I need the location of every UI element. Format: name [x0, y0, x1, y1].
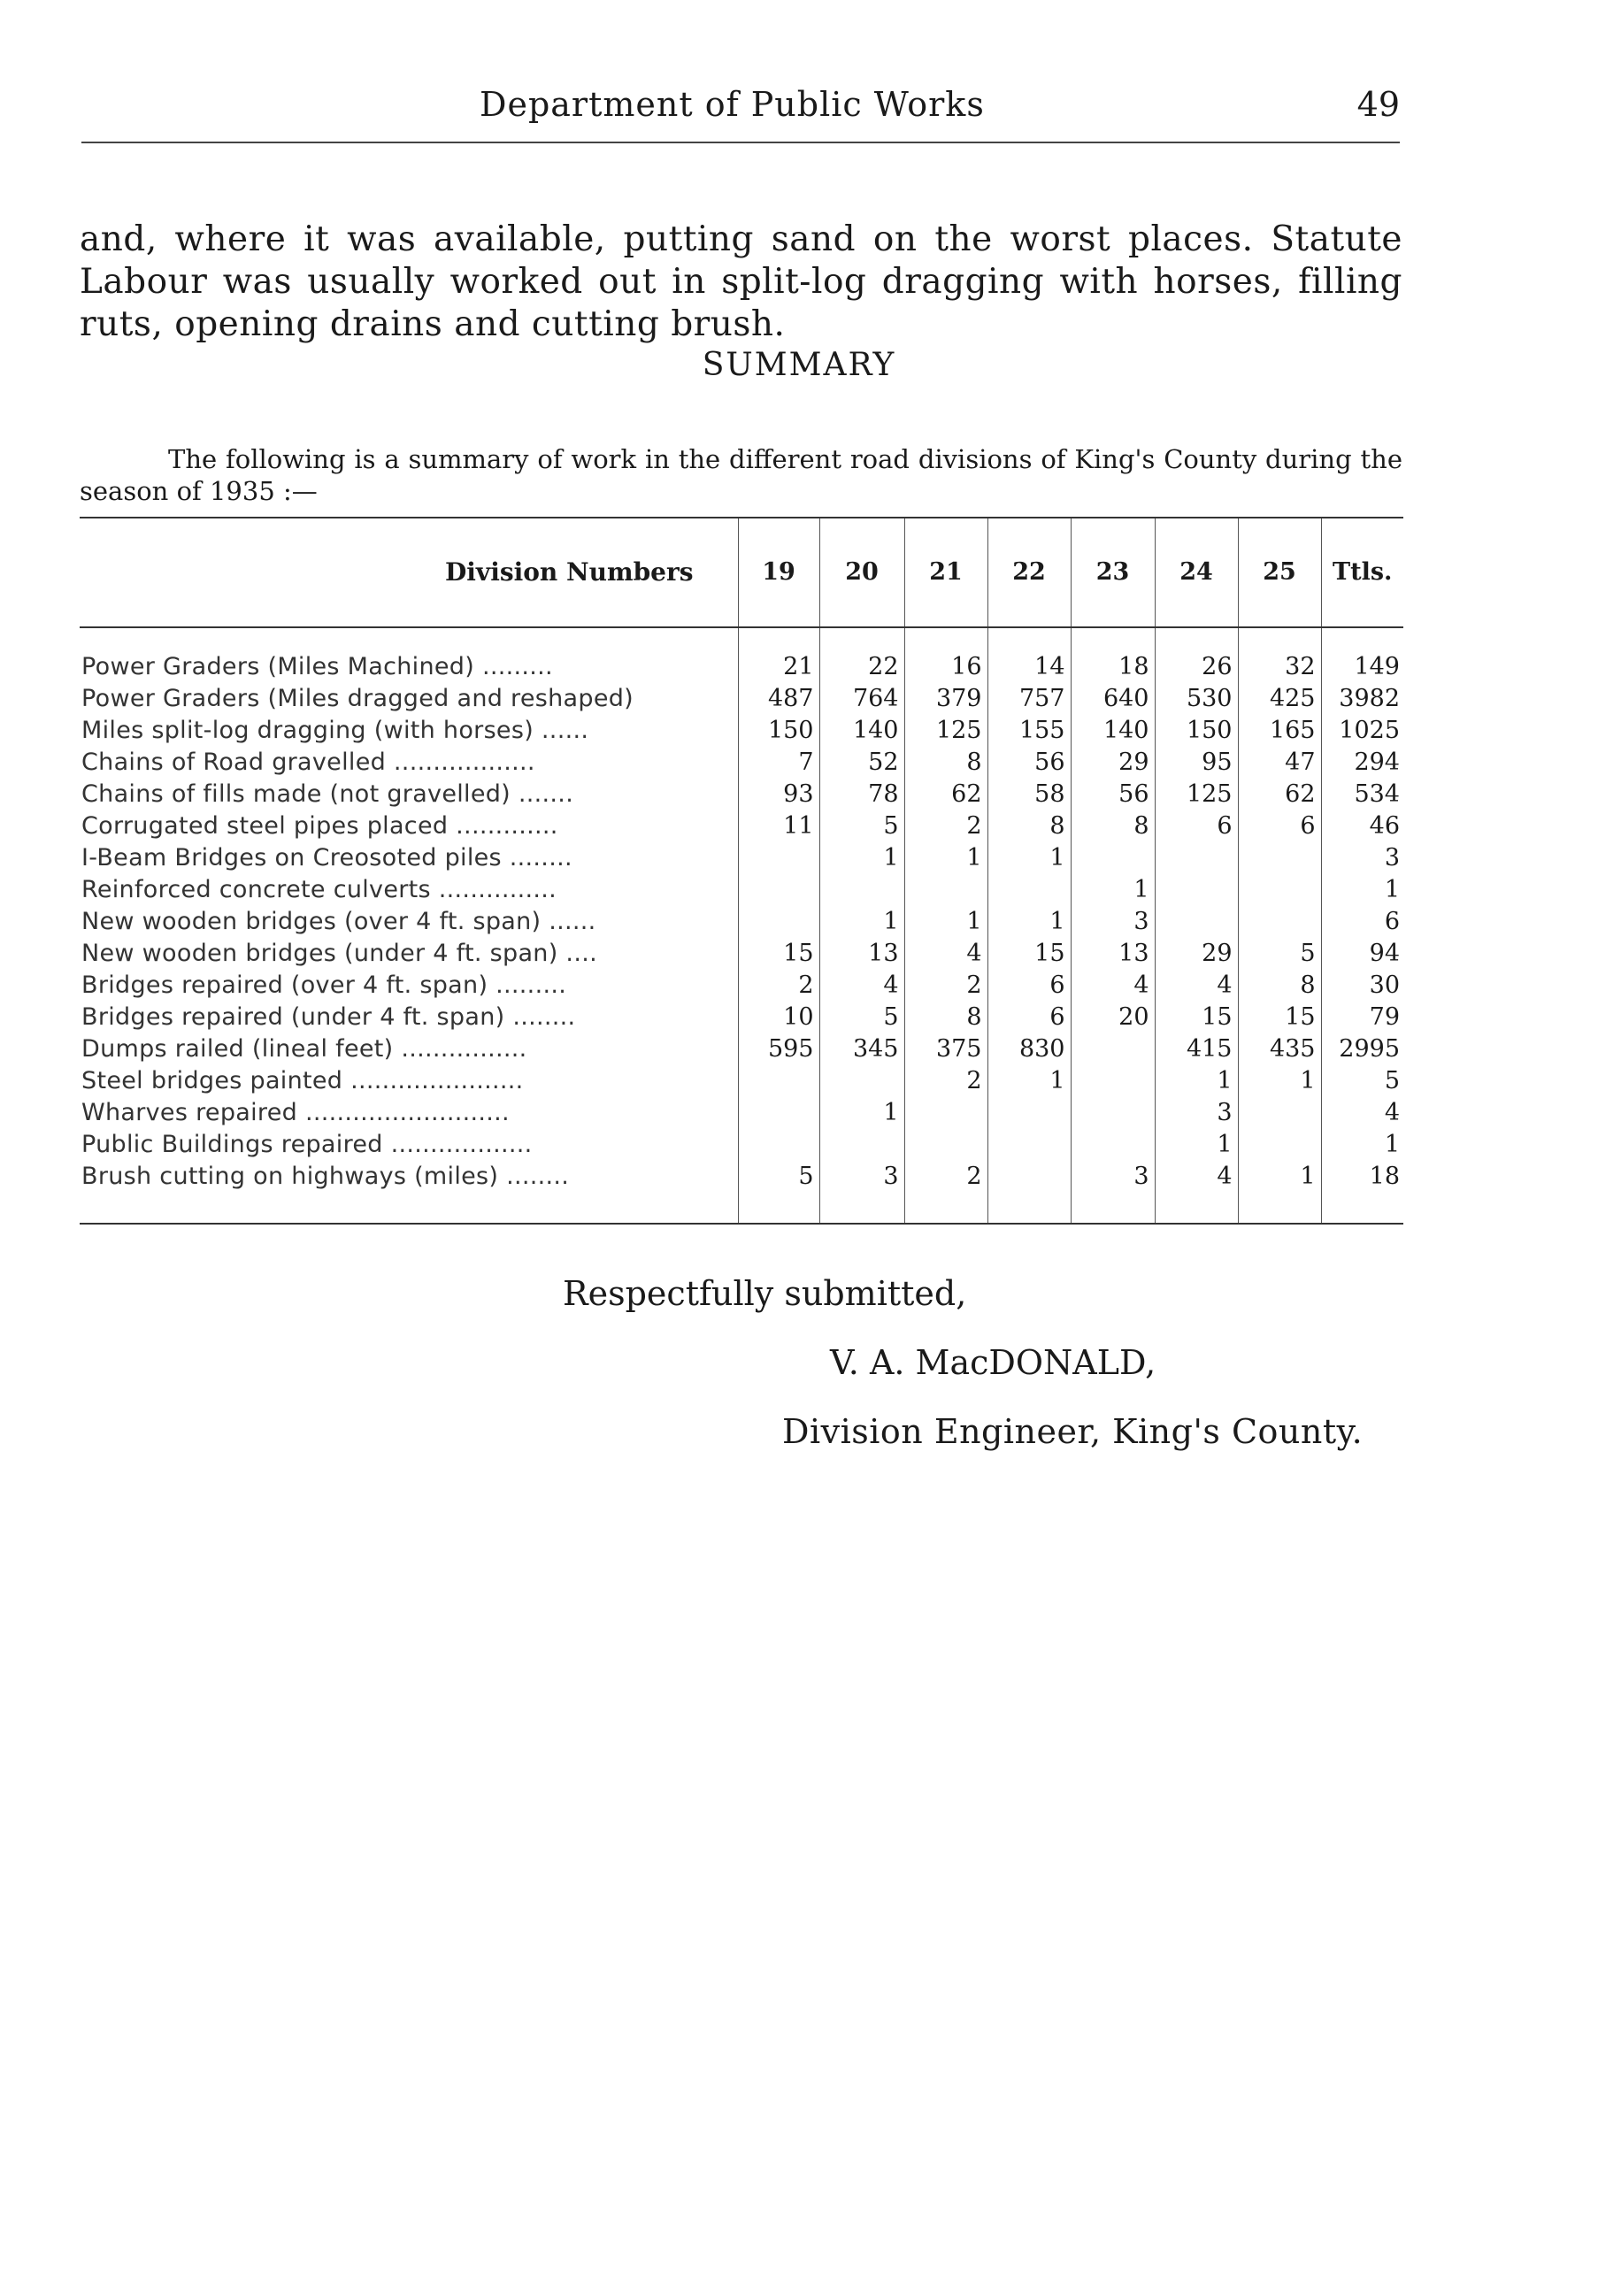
- division-value-cell: 2: [904, 1065, 987, 1097]
- row-label: Power Graders (Miles dragged and reshaped): [81, 685, 634, 712]
- division-value-cell: [1238, 874, 1321, 906]
- division-value-cell: 93: [738, 779, 819, 810]
- division-value-cell: [1238, 906, 1321, 938]
- division-value-cell: 4: [1071, 970, 1155, 1002]
- division-value-cell: 764: [819, 683, 904, 715]
- division-value-cell: 530: [1155, 683, 1238, 715]
- summary-table: [80, 517, 1403, 1225]
- division-value-cell: [1155, 842, 1238, 874]
- division-value-cell: [1238, 842, 1321, 874]
- division-value-cell: 15: [987, 938, 1071, 970]
- row-total-cell: 18: [1321, 1161, 1403, 1193]
- division-value-cell: 150: [738, 715, 819, 747]
- division-value-cell: 1: [1155, 1065, 1238, 1097]
- division-value-cell: [1071, 1097, 1155, 1129]
- division-value-cell: 3: [1071, 1161, 1155, 1193]
- division-value-cell: [738, 1065, 819, 1097]
- division-value-cell: [987, 874, 1071, 906]
- column-header: 19: [738, 518, 819, 627]
- table-row: [80, 1097, 1403, 1129]
- division-value-cell: 6: [1238, 810, 1321, 842]
- row-total-cell: 1: [1321, 874, 1403, 906]
- division-value-cell: 22: [819, 651, 904, 683]
- row-total-cell: 79: [1321, 1002, 1403, 1033]
- division-value-cell: 5: [1238, 938, 1321, 970]
- division-value-cell: 1: [987, 906, 1071, 938]
- division-value-cell: 56: [987, 747, 1071, 779]
- division-value-cell: 4: [1155, 1161, 1238, 1193]
- division-value-cell: 11: [738, 810, 819, 842]
- summary-intro: The following is a summary of work in the different road divisions of King's County during the season of 1935 :—: [80, 444, 1402, 506]
- division-value-cell: 140: [1071, 715, 1155, 747]
- division-value-cell: [1155, 906, 1238, 938]
- division-value-cell: 18: [1071, 651, 1155, 683]
- column-header: 21: [904, 518, 987, 627]
- division-value-cell: 32: [1238, 651, 1321, 683]
- table-spacer: [80, 1193, 1403, 1224]
- table-row: [80, 651, 1403, 683]
- division-value-cell: 3: [1071, 906, 1155, 938]
- division-value-cell: [738, 1129, 819, 1161]
- division-value-cell: 58: [987, 779, 1071, 810]
- table-row: [80, 1129, 1403, 1161]
- total-column-header: Ttls.: [1321, 518, 1403, 627]
- closing-salutation: Respectfully submitted,: [563, 1274, 967, 1313]
- division-value-cell: 345: [819, 1033, 904, 1065]
- division-value-cell: 379: [904, 683, 987, 715]
- division-value-cell: 757: [987, 683, 1071, 715]
- division-value-cell: [1238, 1129, 1321, 1161]
- division-value-cell: 5: [738, 1161, 819, 1193]
- division-value-cell: 26: [1155, 651, 1238, 683]
- division-value-cell: 150: [1155, 715, 1238, 747]
- division-numbers-header: Division Numbers: [80, 518, 738, 627]
- division-value-cell: 47: [1238, 747, 1321, 779]
- row-label: Reinforced concrete culverts ...............: [81, 876, 557, 903]
- division-value-cell: 155: [987, 715, 1071, 747]
- division-value-cell: 1: [1071, 874, 1155, 906]
- table-row: [80, 874, 1403, 906]
- division-value-cell: 15: [738, 938, 819, 970]
- row-label: Public Buildings repaired ..................: [81, 1131, 533, 1158]
- row-total-cell: 1025: [1321, 715, 1403, 747]
- division-value-cell: [738, 842, 819, 874]
- division-value-cell: 14: [987, 651, 1071, 683]
- division-value-cell: 16: [904, 651, 987, 683]
- table-body: [80, 627, 1403, 1224]
- row-total-cell: 6: [1321, 906, 1403, 938]
- row-label: Corrugated steel pipes placed .............: [81, 812, 558, 840]
- division-value-cell: [1071, 1033, 1155, 1065]
- division-value-cell: 2: [904, 970, 987, 1002]
- division-value-cell: 1: [819, 1097, 904, 1129]
- column-header: 23: [1071, 518, 1155, 627]
- division-value-cell: 415: [1155, 1033, 1238, 1065]
- row-label: Power Graders (Miles Machined) .........: [81, 653, 553, 680]
- header-rule: [81, 142, 1400, 143]
- division-value-cell: 62: [1238, 779, 1321, 810]
- division-value-cell: [987, 1161, 1071, 1193]
- division-value-cell: 2: [904, 1161, 987, 1193]
- division-value-cell: 8: [1238, 970, 1321, 1002]
- division-value-cell: 78: [819, 779, 904, 810]
- column-header: 25: [1238, 518, 1321, 627]
- table-row: [80, 715, 1403, 747]
- division-value-cell: [738, 1097, 819, 1129]
- table-row: [80, 1161, 1403, 1193]
- division-value-cell: 125: [904, 715, 987, 747]
- division-value-cell: 8: [987, 810, 1071, 842]
- division-value-cell: [1238, 1097, 1321, 1129]
- division-value-cell: 5: [819, 810, 904, 842]
- row-total-cell: 534: [1321, 779, 1403, 810]
- division-value-cell: [1071, 1129, 1155, 1161]
- row-label: Chains of Road gravelled ..................: [81, 749, 535, 776]
- division-value-cell: 1: [819, 842, 904, 874]
- division-value-cell: 29: [1071, 747, 1155, 779]
- row-label: I-Beam Bridges on Creosoted piles ........: [81, 844, 572, 872]
- division-value-cell: 375: [904, 1033, 987, 1065]
- row-label: Brush cutting on highways (miles) ........: [81, 1163, 570, 1190]
- page-number: 49: [1356, 85, 1400, 124]
- division-value-cell: 487: [738, 683, 819, 715]
- table-header-row: [80, 518, 1403, 627]
- table-row: [80, 1002, 1403, 1033]
- summary-heading: SUMMARY: [702, 347, 896, 383]
- division-value-cell: 52: [819, 747, 904, 779]
- row-label: Bridges repaired (under 4 ft. span) ........: [81, 1003, 576, 1031]
- division-value-cell: 6: [987, 1002, 1071, 1033]
- table-spacer: [80, 627, 1403, 651]
- division-value-cell: 20: [1071, 1002, 1155, 1033]
- division-value-cell: [819, 874, 904, 906]
- division-value-cell: 140: [819, 715, 904, 747]
- division-value-cell: 21: [738, 651, 819, 683]
- division-value-cell: 3: [819, 1161, 904, 1193]
- row-total-cell: 2995: [1321, 1033, 1403, 1065]
- row-label: Wharves repaired ..........................: [81, 1099, 510, 1126]
- division-value-cell: 1: [1238, 1065, 1321, 1097]
- table-row: [80, 906, 1403, 938]
- row-label: New wooden bridges (under 4 ft. span) ....: [81, 940, 597, 967]
- division-value-cell: [738, 906, 819, 938]
- division-value-cell: 6: [1155, 810, 1238, 842]
- column-header: 24: [1155, 518, 1238, 627]
- table-row: [80, 747, 1403, 779]
- table-row: [80, 779, 1403, 810]
- table-row: [80, 810, 1403, 842]
- row-label: Dumps railed (lineal feet) ................: [81, 1035, 527, 1063]
- division-value-cell: [1071, 842, 1155, 874]
- division-value-cell: 62: [904, 779, 987, 810]
- row-label: New wooden bridges (over 4 ft. span) ......: [81, 908, 596, 935]
- division-value-cell: [819, 1065, 904, 1097]
- row-total-cell: 294: [1321, 747, 1403, 779]
- division-value-cell: 125: [1155, 779, 1238, 810]
- division-value-cell: 8: [904, 1002, 987, 1033]
- intro-paragraph: and, where it was available, putting sand on the worst places. Statute Labour was usually worked out in split-log dragging with horses, filling ruts, opening drains and cutting brush.: [80, 219, 1402, 344]
- division-value-cell: 4: [819, 970, 904, 1002]
- row-total-cell: 3: [1321, 842, 1403, 874]
- division-value-cell: [819, 1129, 904, 1161]
- division-value-cell: 95: [1155, 747, 1238, 779]
- row-total-cell: 149: [1321, 651, 1403, 683]
- division-value-cell: 2: [738, 970, 819, 1002]
- division-value-cell: 15: [1155, 1002, 1238, 1033]
- row-total-cell: 1: [1321, 1129, 1403, 1161]
- row-total-cell: 5: [1321, 1065, 1403, 1097]
- division-value-cell: 13: [1071, 938, 1155, 970]
- division-value-cell: 595: [738, 1033, 819, 1065]
- table-row: [80, 1065, 1403, 1097]
- division-value-cell: 1: [1155, 1129, 1238, 1161]
- division-value-cell: [738, 874, 819, 906]
- division-value-cell: 4: [1155, 970, 1238, 1002]
- division-value-cell: 4: [904, 938, 987, 970]
- division-value-cell: 15: [1238, 1002, 1321, 1033]
- division-value-cell: 8: [904, 747, 987, 779]
- division-value-cell: 435: [1238, 1033, 1321, 1065]
- division-value-cell: 1: [904, 842, 987, 874]
- division-value-cell: 6: [987, 970, 1071, 1002]
- page-header-title: Department of Public Works: [480, 85, 985, 124]
- column-header: 20: [819, 518, 904, 627]
- division-value-cell: 640: [1071, 683, 1155, 715]
- row-label: Steel bridges painted ......................: [81, 1067, 524, 1094]
- division-value-cell: 56: [1071, 779, 1155, 810]
- table-row: [80, 683, 1403, 715]
- division-value-cell: 165: [1238, 715, 1321, 747]
- table-row: [80, 970, 1403, 1002]
- division-value-cell: 1: [819, 906, 904, 938]
- signatory-name: V. A. MacDONALD,: [830, 1343, 1156, 1382]
- signatory-title: Division Engineer, King's County.: [782, 1412, 1364, 1451]
- division-value-cell: 1: [987, 1065, 1071, 1097]
- division-value-cell: 3: [1155, 1097, 1238, 1129]
- division-value-cell: 10: [738, 1002, 819, 1033]
- division-value-cell: 830: [987, 1033, 1071, 1065]
- division-value-cell: [904, 1097, 987, 1129]
- row-total-cell: 4: [1321, 1097, 1403, 1129]
- division-value-cell: 1: [904, 906, 987, 938]
- division-value-cell: 1: [987, 842, 1071, 874]
- division-value-cell: [904, 1129, 987, 1161]
- row-total-cell: 94: [1321, 938, 1403, 970]
- column-header: 22: [987, 518, 1071, 627]
- row-total-cell: 3982: [1321, 683, 1403, 715]
- row-label: Bridges repaired (over 4 ft. span) .........: [81, 971, 567, 999]
- row-total-cell: 46: [1321, 810, 1403, 842]
- division-value-cell: [1155, 874, 1238, 906]
- division-value-cell: [904, 874, 987, 906]
- row-label: Miles split-log dragging (with horses) ......: [81, 717, 589, 744]
- division-value-cell: 425: [1238, 683, 1321, 715]
- division-value-cell: 8: [1071, 810, 1155, 842]
- row-total-cell: 30: [1321, 970, 1403, 1002]
- table-row: [80, 938, 1403, 970]
- division-value-cell: 5: [819, 1002, 904, 1033]
- division-value-cell: [987, 1097, 1071, 1129]
- division-value-cell: 29: [1155, 938, 1238, 970]
- division-value-cell: 13: [819, 938, 904, 970]
- division-value-cell: 7: [738, 747, 819, 779]
- page-header: [81, 85, 1400, 140]
- division-value-cell: 1: [1238, 1161, 1321, 1193]
- table-row: [80, 1033, 1403, 1065]
- division-value-cell: 2: [904, 810, 987, 842]
- division-value-cell: [987, 1129, 1071, 1161]
- row-label: Chains of fills made (not gravelled) .......: [81, 780, 574, 808]
- table-row: [80, 842, 1403, 874]
- division-value-cell: [1071, 1065, 1155, 1097]
